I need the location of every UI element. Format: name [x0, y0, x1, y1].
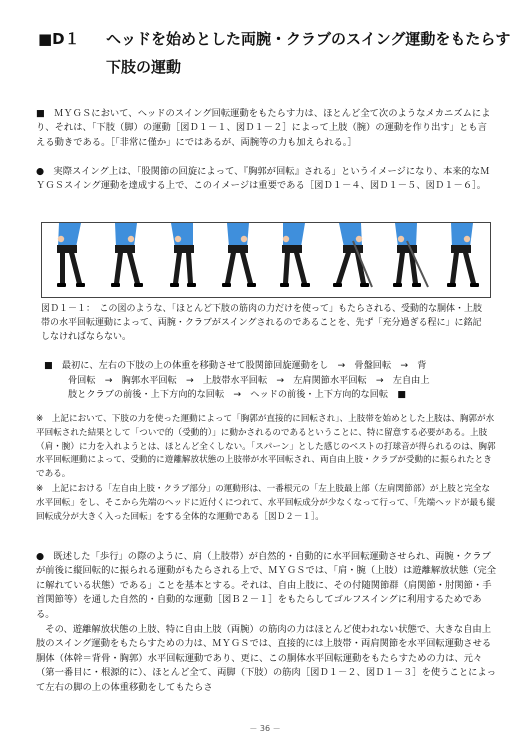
paragraph-swing-image: ● 実際スイング上は、「股関節の回旋によって、『胸郭が回転』される」というイメージになり、本来的なＭＹＧＳスイング運動を達成する上で、このイメージは重要である［図Ｄ１－４、図Ｄ１－５、図Ｄ１－６］。 — [36, 166, 490, 192]
right-shoe-shape — [247, 283, 256, 287]
left-leg-shape — [396, 252, 405, 284]
swing-frame — [57, 223, 85, 287]
motion-chain-line: 肢とクラブの前後・上下方向的な回転 → ヘッドの前後・上下方向的な回転 ■ — [68, 389, 406, 401]
hand-shape — [356, 236, 362, 242]
shirt-shape — [283, 223, 305, 247]
right-leg-shape — [127, 252, 140, 284]
paragraph-walking: ● 既述した「歩行」の際のように、肩（上肢帯）が自然的・自動的に水平回転運動させられ、両腕・クラブが前後に縦回転的に振られる運動がもたらされる上で、ＭＹＧＳでは、「肩・腕（上肢）は遊離解放状態（完全に解れている状態）である」ことを基本とする。それは、自由上肢に、その付随関節群（肩関節・肘関節・手首関節等）を通した自然的・自動的な運動［図Ｂ２－１］をもたらしてゴルフスイングに利用するためである。 — [36, 551, 497, 620]
left-leg-shape — [336, 252, 351, 284]
hand-shape — [58, 236, 64, 242]
hand-shape — [283, 236, 289, 242]
shirt-shape — [115, 223, 137, 247]
shirt-shape — [171, 223, 193, 247]
right-leg-shape — [463, 252, 476, 284]
left-shoe-shape — [170, 283, 179, 287]
shirt-shape — [227, 223, 249, 247]
motion-chain-line: ■ 最初に、左右の下肢の上の体重を移動させて股関節回旋運動をし → 骨盤回転 → 背 — [44, 360, 427, 371]
hips-shape — [57, 245, 77, 253]
left-shoe-shape — [333, 283, 342, 287]
section-title — [38, 30, 510, 49]
right-shoe-shape — [301, 283, 310, 287]
figure-d1-1-swing-sequence — [41, 222, 491, 298]
left-leg-shape — [60, 252, 65, 284]
right-shoe-shape — [412, 283, 421, 287]
paragraph-free-arms: その、遊離解放状態の上肢、特に自由上肢（両腕）の筋肉の力はほとんど使われない状態で、大きな自由上肢のスイング運動をもたらすための力は、ＭＹＧＳでは、直接的には上肢帯・両肩関節を水平回転運動させる胴体（体幹＝背骨・胸郭）水平回転運動であり、更に、この胴体水平回転運動をもたらすための力は、元々（第一番目に・根源的に）、ほとんど全て、両脚（下肢）の筋肉［図Ｄ１－２、図Ｄ１－３］を使うことによって左右の脚の上の体重移動をしてもたらさ — [36, 624, 497, 693]
figure-caption: 図Ｄ１－１： この図のような、「ほとんど下肢の筋肉の力だけを使って」もたらされる、受動的な胴体・上肢帯の水平回転運動によって、両腕・クラブがスイングされるのであることを、先ず「充分過ぎる程に」に銘記しなければならない。 — [41, 304, 483, 343]
swing-sequence-illustration — [42, 223, 490, 297]
hand-shape — [175, 236, 181, 242]
motion-chain-line: 骨回転 → 胸郭水平回転 → 上肢帯水平回転 → 左肩関節水平回転 → 左自由上 — [68, 374, 430, 386]
hand-shape — [398, 236, 404, 242]
shirt-shape — [58, 223, 81, 247]
right-shoe-shape — [360, 283, 369, 287]
swing-frame — [393, 223, 428, 287]
right-leg-shape — [69, 252, 82, 284]
left-leg-shape — [225, 252, 236, 284]
hand-shape — [464, 236, 470, 242]
hips-shape — [228, 245, 248, 253]
left-shoe-shape — [280, 283, 289, 287]
shirt-shape — [339, 223, 362, 247]
left-shoe-shape — [57, 283, 66, 287]
swing-frame — [280, 223, 310, 287]
right-shoe-shape — [187, 283, 196, 287]
note-passive-rotation: ※ 上記において、下肢の力を使った運動によって「胸郭が直接的に回転され」、上肢帯を始めとした上肢は、胸郭が水平回転された結果として「ついで的（受動的）」に動かされるのであるということに、特に留意する必要がある。上肢（肩・腕）に力を入れようとは、ほとんど全くしない。「スパーン」とした感じのベストの打球音が得られるのは、胸郭水平回転運動によって、受動的に遊離解放状態の上肢帯が水平回転され、両自由上肢・クラブが受動的に振られたときである。 — [36, 414, 496, 480]
hips-shape — [451, 245, 471, 253]
page-number: － 36 － — [249, 724, 281, 733]
hips-shape — [282, 245, 302, 253]
left-leg-shape — [450, 252, 459, 284]
swing-frame — [447, 223, 479, 287]
section-number: ■D１ — [38, 30, 80, 48]
hand-shape — [241, 236, 247, 242]
motion-chain — [44, 359, 494, 403]
hand-shape — [128, 236, 134, 242]
hips-shape — [343, 245, 363, 253]
hips-shape — [115, 245, 135, 253]
right-shoe-shape — [470, 283, 479, 287]
swing-frame — [333, 223, 372, 287]
swing-frame — [170, 223, 196, 287]
hips-shape — [174, 245, 194, 253]
right-shoe-shape — [134, 283, 143, 287]
section-title-line1: ヘッドを始めとした両腕・クラブのスイング運動をもたらす — [106, 30, 511, 48]
right-leg-shape — [240, 252, 253, 284]
left-shoe-shape — [393, 283, 402, 287]
left-leg-shape — [114, 252, 123, 284]
right-leg-shape — [186, 252, 193, 284]
shirt-shape — [395, 223, 417, 247]
hips-shape — [397, 245, 417, 253]
shirt-shape — [451, 223, 473, 247]
right-shoe-shape — [76, 283, 85, 287]
swing-frame — [222, 223, 256, 287]
paragraph-mechanism: ■ ＭＹＧＳにおいて、ヘッドのスイング回転運動をもたらす力は、ほとんど全て次のようなメカニズムにより、それは、「下肢（脚）の運動［図Ｄ１－１、図Ｄ１－２］によって上肢（腕）の運動を作り出す」とも言える動きである。［「非常に僅か」にではあるが、両腕等の力も加えられる。］ — [36, 108, 491, 148]
swing-frame — [111, 223, 143, 287]
left-shoe-shape — [222, 283, 231, 287]
note-left-arm-motion: ※ 上記における「左自由上肢・クラブ部分」の運動形は、一番根元の「左上肢最上部（左肩関節部）が上肢と完全な水平回転」をし、そこから先端のヘッドに近付くにつれて、水平回転成分が少なくなって行って、「先端ヘッドが最も縦回転成分が大きく入った回転」をする全体的な運動である［図Ｄ２－１］。 — [36, 484, 496, 522]
left-leg-shape — [173, 252, 182, 284]
left-shoe-shape — [447, 283, 456, 287]
left-shoe-shape — [111, 283, 120, 287]
left-leg-shape — [283, 252, 290, 284]
section-title-line2: 下肢の運動 — [106, 58, 182, 76]
right-leg-shape — [294, 252, 307, 284]
